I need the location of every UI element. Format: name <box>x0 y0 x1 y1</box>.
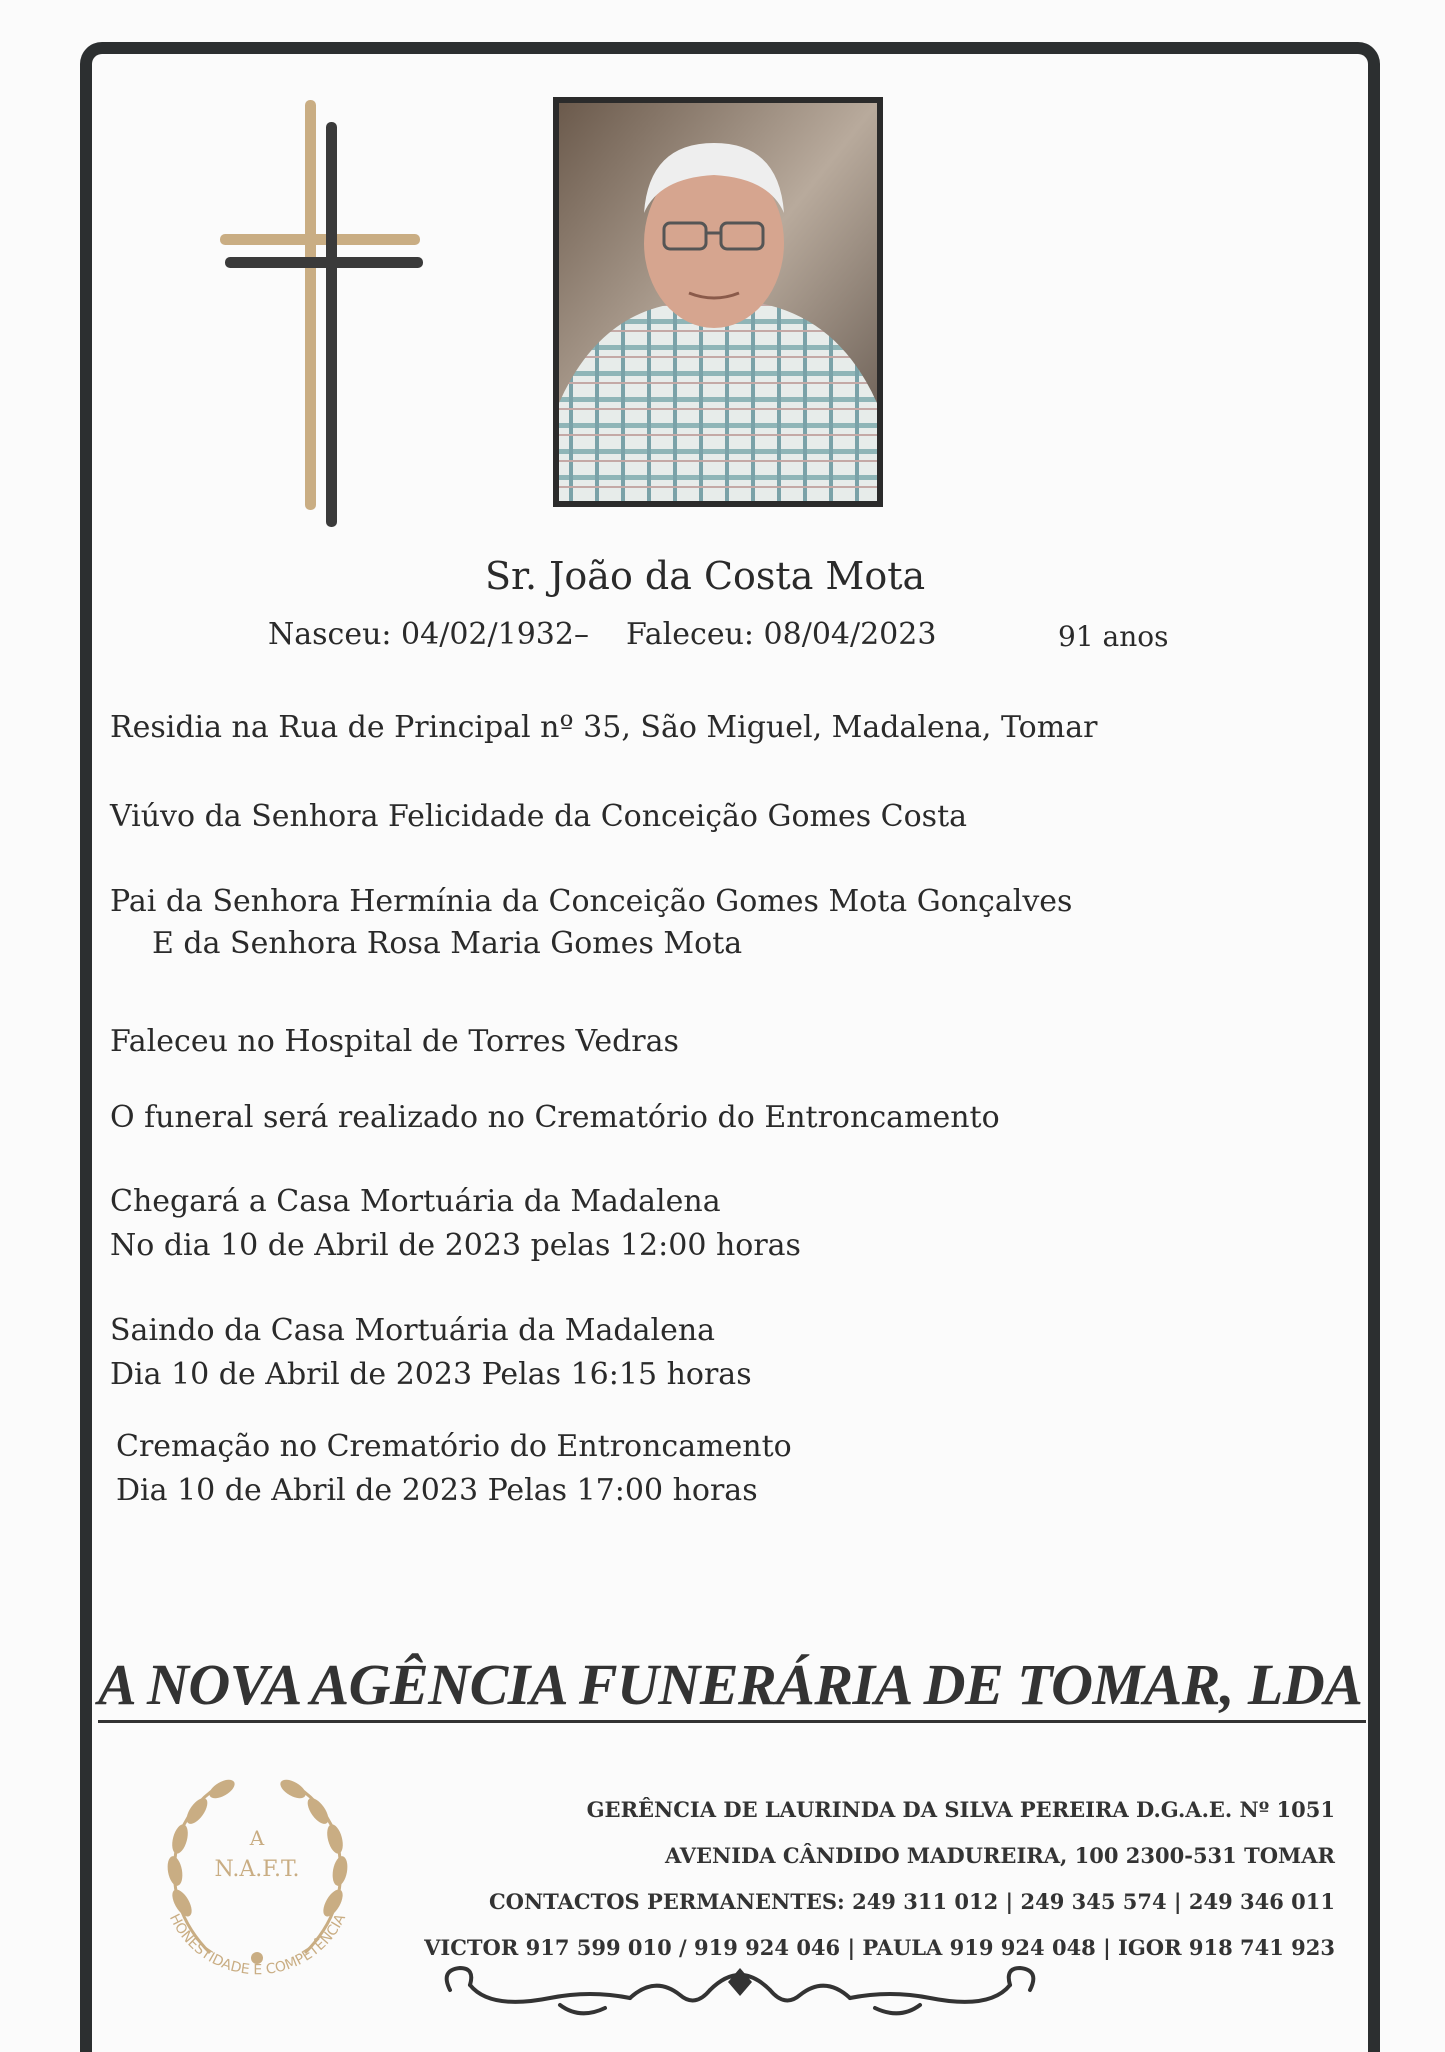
management-line: GERÊNCIA DE LAURINDA DA SILVA PEREIRA D.G.A.E. Nº 1051 <box>586 1797 1335 1822</box>
arrival-line-1: Chegará a Casa Mortuária da Madalena <box>110 1184 721 1219</box>
scroll-ornament-icon <box>430 1950 1050 2025</box>
father-line-1: Pai da Senhora Hermínia da Conceição Gomes Mota Gonçalves <box>110 884 1073 919</box>
cremation-line-2: Dia 10 de Abril de 2023 Pelas 17:00 horas <box>116 1473 758 1508</box>
seal-letter: A <box>249 1826 265 1850</box>
arrival-line-2: No dia 10 de Abril de 2023 pelas 12:00 horas <box>110 1228 801 1263</box>
death-place-line: Faleceu no Hospital de Torres Vedras <box>110 1024 679 1059</box>
seal-acronym: N.A.F.T. <box>214 1857 300 1882</box>
father-line-2: E da Senhora Rosa Maria Gomes Mota <box>152 926 743 961</box>
laurel-seal-icon <box>140 1753 375 1988</box>
cremation-line-1: Cremação no Crematório do Entroncamento <box>116 1429 792 1464</box>
seal-motto: HONESTIDADE E COMPETÊNCIA <box>165 1911 350 1979</box>
deceased-name: Sr. João da Costa Mota <box>485 554 926 598</box>
age: 91 anos <box>1058 620 1169 653</box>
portrait-photo <box>553 97 883 507</box>
birth-date: Nasceu: 04/02/1932– <box>268 617 589 652</box>
permanent-contacts-line: CONTACTOS PERMANENTES: 249 311 012 | 249 345 574 | 249 346 011 <box>488 1889 1335 1914</box>
personal-contacts-line: VICTOR 917 599 010 / 919 924 046 | PAULA 919 924 048 | IGOR 918 741 923 <box>424 1935 1335 1960</box>
death-date: Faleceu: 08/04/2023 <box>626 617 937 652</box>
funeral-line: O funeral será realizado no Crematório do Entroncamento <box>110 1100 1000 1135</box>
widower-line: Viúvo da Senhora Felicidade da Conceição Gomes Costa <box>110 799 968 834</box>
cross-icon <box>220 100 425 530</box>
departure-line-2: Dia 10 de Abril de 2023 Pelas 16:15 horas <box>110 1357 752 1392</box>
departure-line-1: Saindo da Casa Mortuária da Madalena <box>110 1313 716 1348</box>
address-line: AVENIDA CÂNDIDO MADUREIRA, 100 2300-531 TOMAR <box>664 1843 1335 1868</box>
residence-line: Residia na Rua de Principal nº 35, São Miguel, Madalena, Tomar <box>110 710 1098 745</box>
agency-name: A NOVA AGÊNCIA FUNERÁRIA DE TOMAR, LDA <box>98 1656 1366 1723</box>
